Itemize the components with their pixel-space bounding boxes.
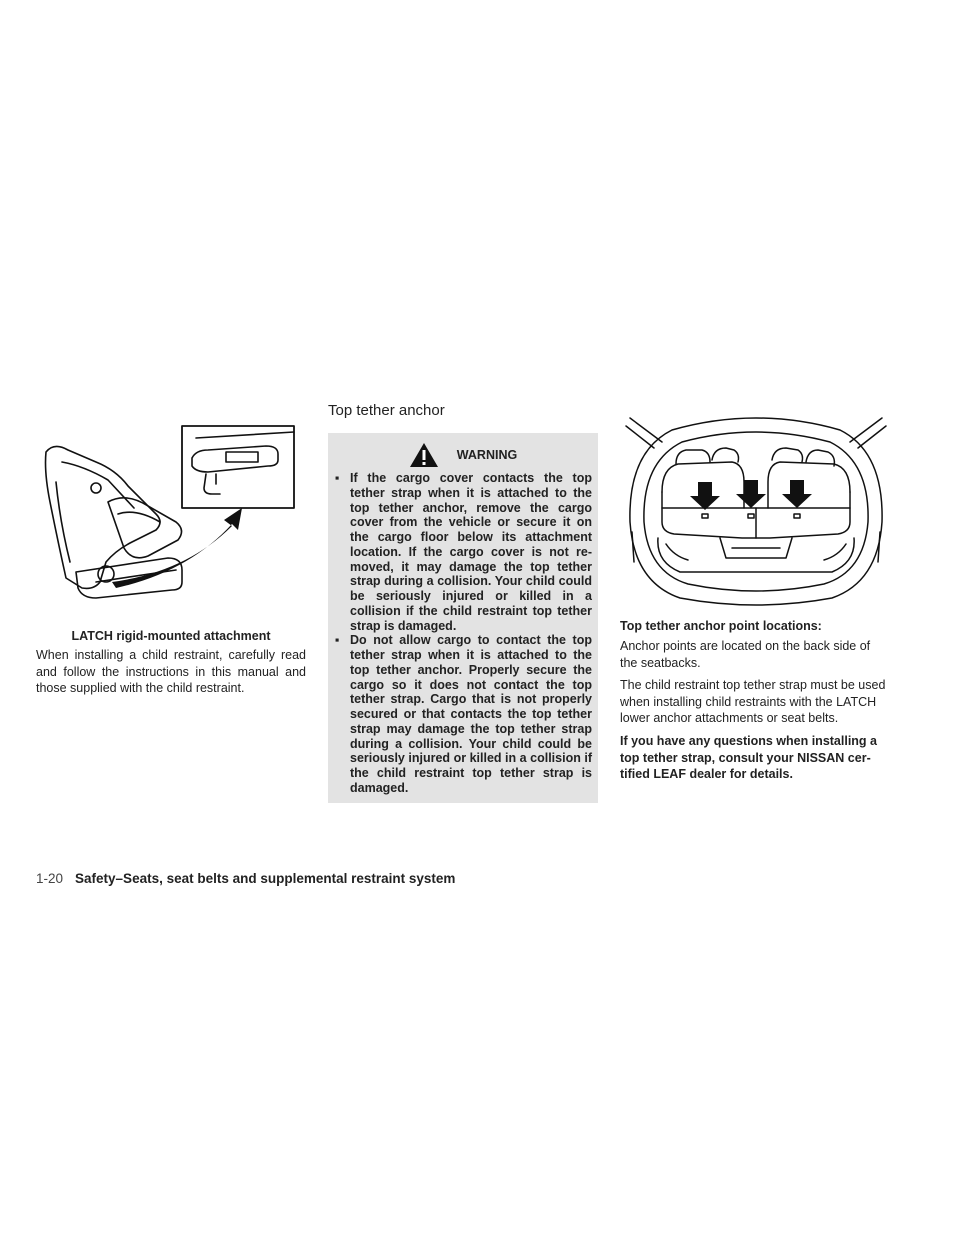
warning-item-text: Do not allow cargo to contact the top tether strap when it is attached to the top tether anchor. Properly secure the cargo so it does not contact the top tether strap. Cargo that is not properly secured or that contacts the top tether strap may damage the top tether strap during a collision. Your child could be seriously injured or killed in a collision if the child restraint top tether strap is damaged. — [350, 633, 592, 795]
warning-item — [335, 471, 592, 633]
page-number: 1-20 — [36, 871, 64, 886]
anchor-locations-caption: Top tether anchor point locations: — [620, 619, 822, 633]
page-footer — [36, 871, 455, 886]
chapter-title: Safety–Seats, seat belts and supplemental restraint system — [75, 871, 456, 886]
tether-usage-text: The child restraint top tether strap must be used when installing child restraints with the LATCH lower anchor attachments or seat belts. — [620, 678, 886, 725]
latch-figure-caption: LATCH rigid-mounted attachment — [71, 629, 271, 643]
warning-box — [328, 433, 598, 803]
warning-item — [335, 633, 592, 795]
warning-list — [335, 471, 592, 796]
warning-label: WARNING — [456, 448, 518, 462]
section-title: Top tether anchor — [328, 402, 445, 419]
child-seat-latch-illustration — [36, 422, 298, 612]
latch-body-text: When installing a child restraint, carefully read and follow the instructions in this manual and those supplied with the child restraint. — [36, 648, 306, 695]
warning-triangle-icon — [409, 442, 439, 468]
anchor-location-text: Anchor points are located on the back side of the seatbacks. — [620, 639, 871, 670]
bullet-icon: ▪ — [335, 633, 340, 648]
warning-item-text: If the cargo cover contacts the top tether strap when it is attached to the top tether anchor, remove the cargo cover from the vehicle or secure it on the cargo floor below its attachment location. If the cargo cover is not re-moved, it may damage the top tether strap during a collision. Your child could be seriously injured or killed in a collision if the child restraint top tether strap is damaged. — [350, 471, 592, 633]
warning-header — [328, 441, 598, 469]
bullet-icon: ▪ — [335, 471, 340, 485]
cargo-area-tether-anchor-illustration — [622, 412, 890, 608]
dealer-contact-text: If you have any questions when installing a top tether strap, consult your NISSAN cer-tified LEAF dealer for details. — [620, 734, 877, 781]
